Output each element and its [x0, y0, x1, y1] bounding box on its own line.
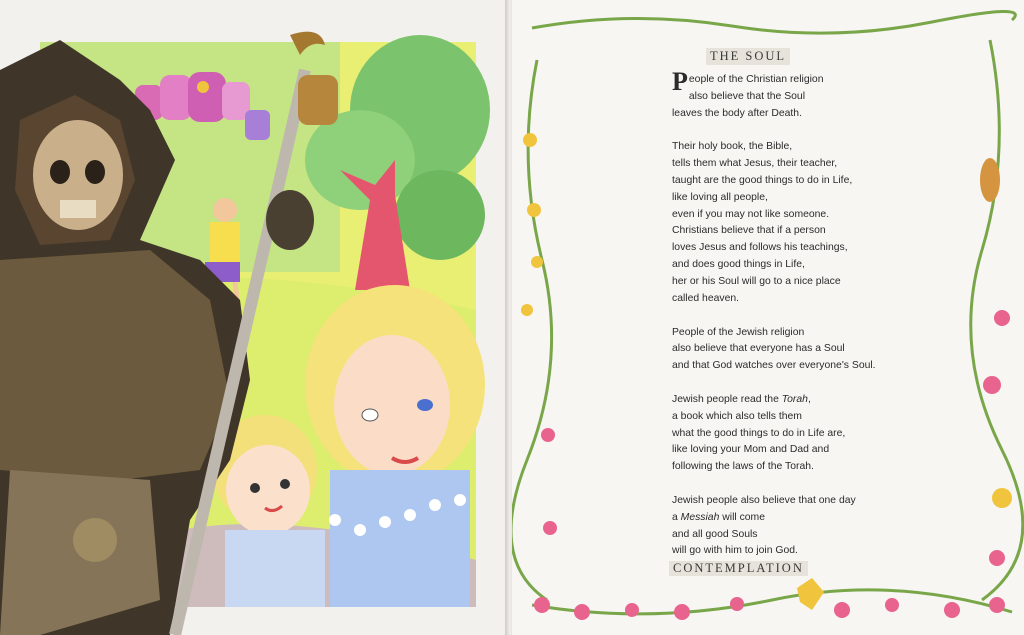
text-line: leaves the body after Death.	[672, 107, 802, 119]
paragraph-5	[672, 493, 972, 560]
text-line: loves Jesus and follows his teachings,	[672, 242, 848, 254]
woman-drawing	[305, 285, 485, 607]
contemplation-label: CONTEMPLATION	[669, 561, 808, 576]
text-line: will go with him to join God.	[672, 545, 798, 557]
illustration-collage	[0, 0, 508, 635]
text-line: and all good Souls	[672, 528, 758, 540]
page-title: THE SOUL	[706, 48, 790, 65]
text-line: eople of the Christian religion	[688, 73, 824, 85]
vine-top	[532, 11, 1015, 33]
dropcap-letter: P	[672, 66, 688, 96]
text-line: Their holy book, the Bible,	[672, 141, 793, 153]
text-line: following the laws of the Torah.	[672, 461, 814, 473]
text-line: taught are the good things to do in Life,	[672, 174, 853, 186]
text-line: called heaven.	[672, 292, 740, 304]
text-line: her or his Soul will go to a nice place	[672, 275, 841, 287]
text-line: like loving your Mom and Dad and	[672, 444, 830, 456]
text-line: People of the Jewish religion	[672, 326, 805, 338]
text-line: like loving all people,	[672, 191, 768, 203]
leaf-ornament	[980, 158, 1000, 202]
messiah-italic: Messiah	[680, 511, 720, 523]
paragraph-4	[672, 392, 972, 476]
paragraph-2	[672, 139, 972, 307]
text-line: a book which also tells them	[672, 410, 802, 422]
text-line: a Messiah will come	[672, 511, 765, 523]
vine-bottom	[532, 590, 1012, 614]
text-line: and that God watches over everyone's Soul.	[672, 360, 876, 372]
text-line: Jewish people also believe that one day	[672, 494, 856, 506]
text-line: and does good things in Life,	[672, 259, 805, 271]
text-line: also believe that everyone has a Soul	[672, 343, 845, 355]
paragraph-1	[672, 66, 972, 123]
text-line: even if you may not like someone.	[672, 208, 830, 220]
text-line: tells them what Jesus, their teacher,	[672, 158, 838, 170]
text-line: what the good things to do in Life are,	[672, 427, 846, 439]
story-text	[672, 48, 972, 560]
text-line: Christians believe that if a person	[672, 225, 826, 237]
text-line: Jewish people read the Torah,	[672, 393, 811, 405]
torah-italic: Torah	[781, 393, 808, 405]
paragraph-3	[672, 325, 972, 376]
text-line: also believe that the Soul	[688, 90, 805, 102]
